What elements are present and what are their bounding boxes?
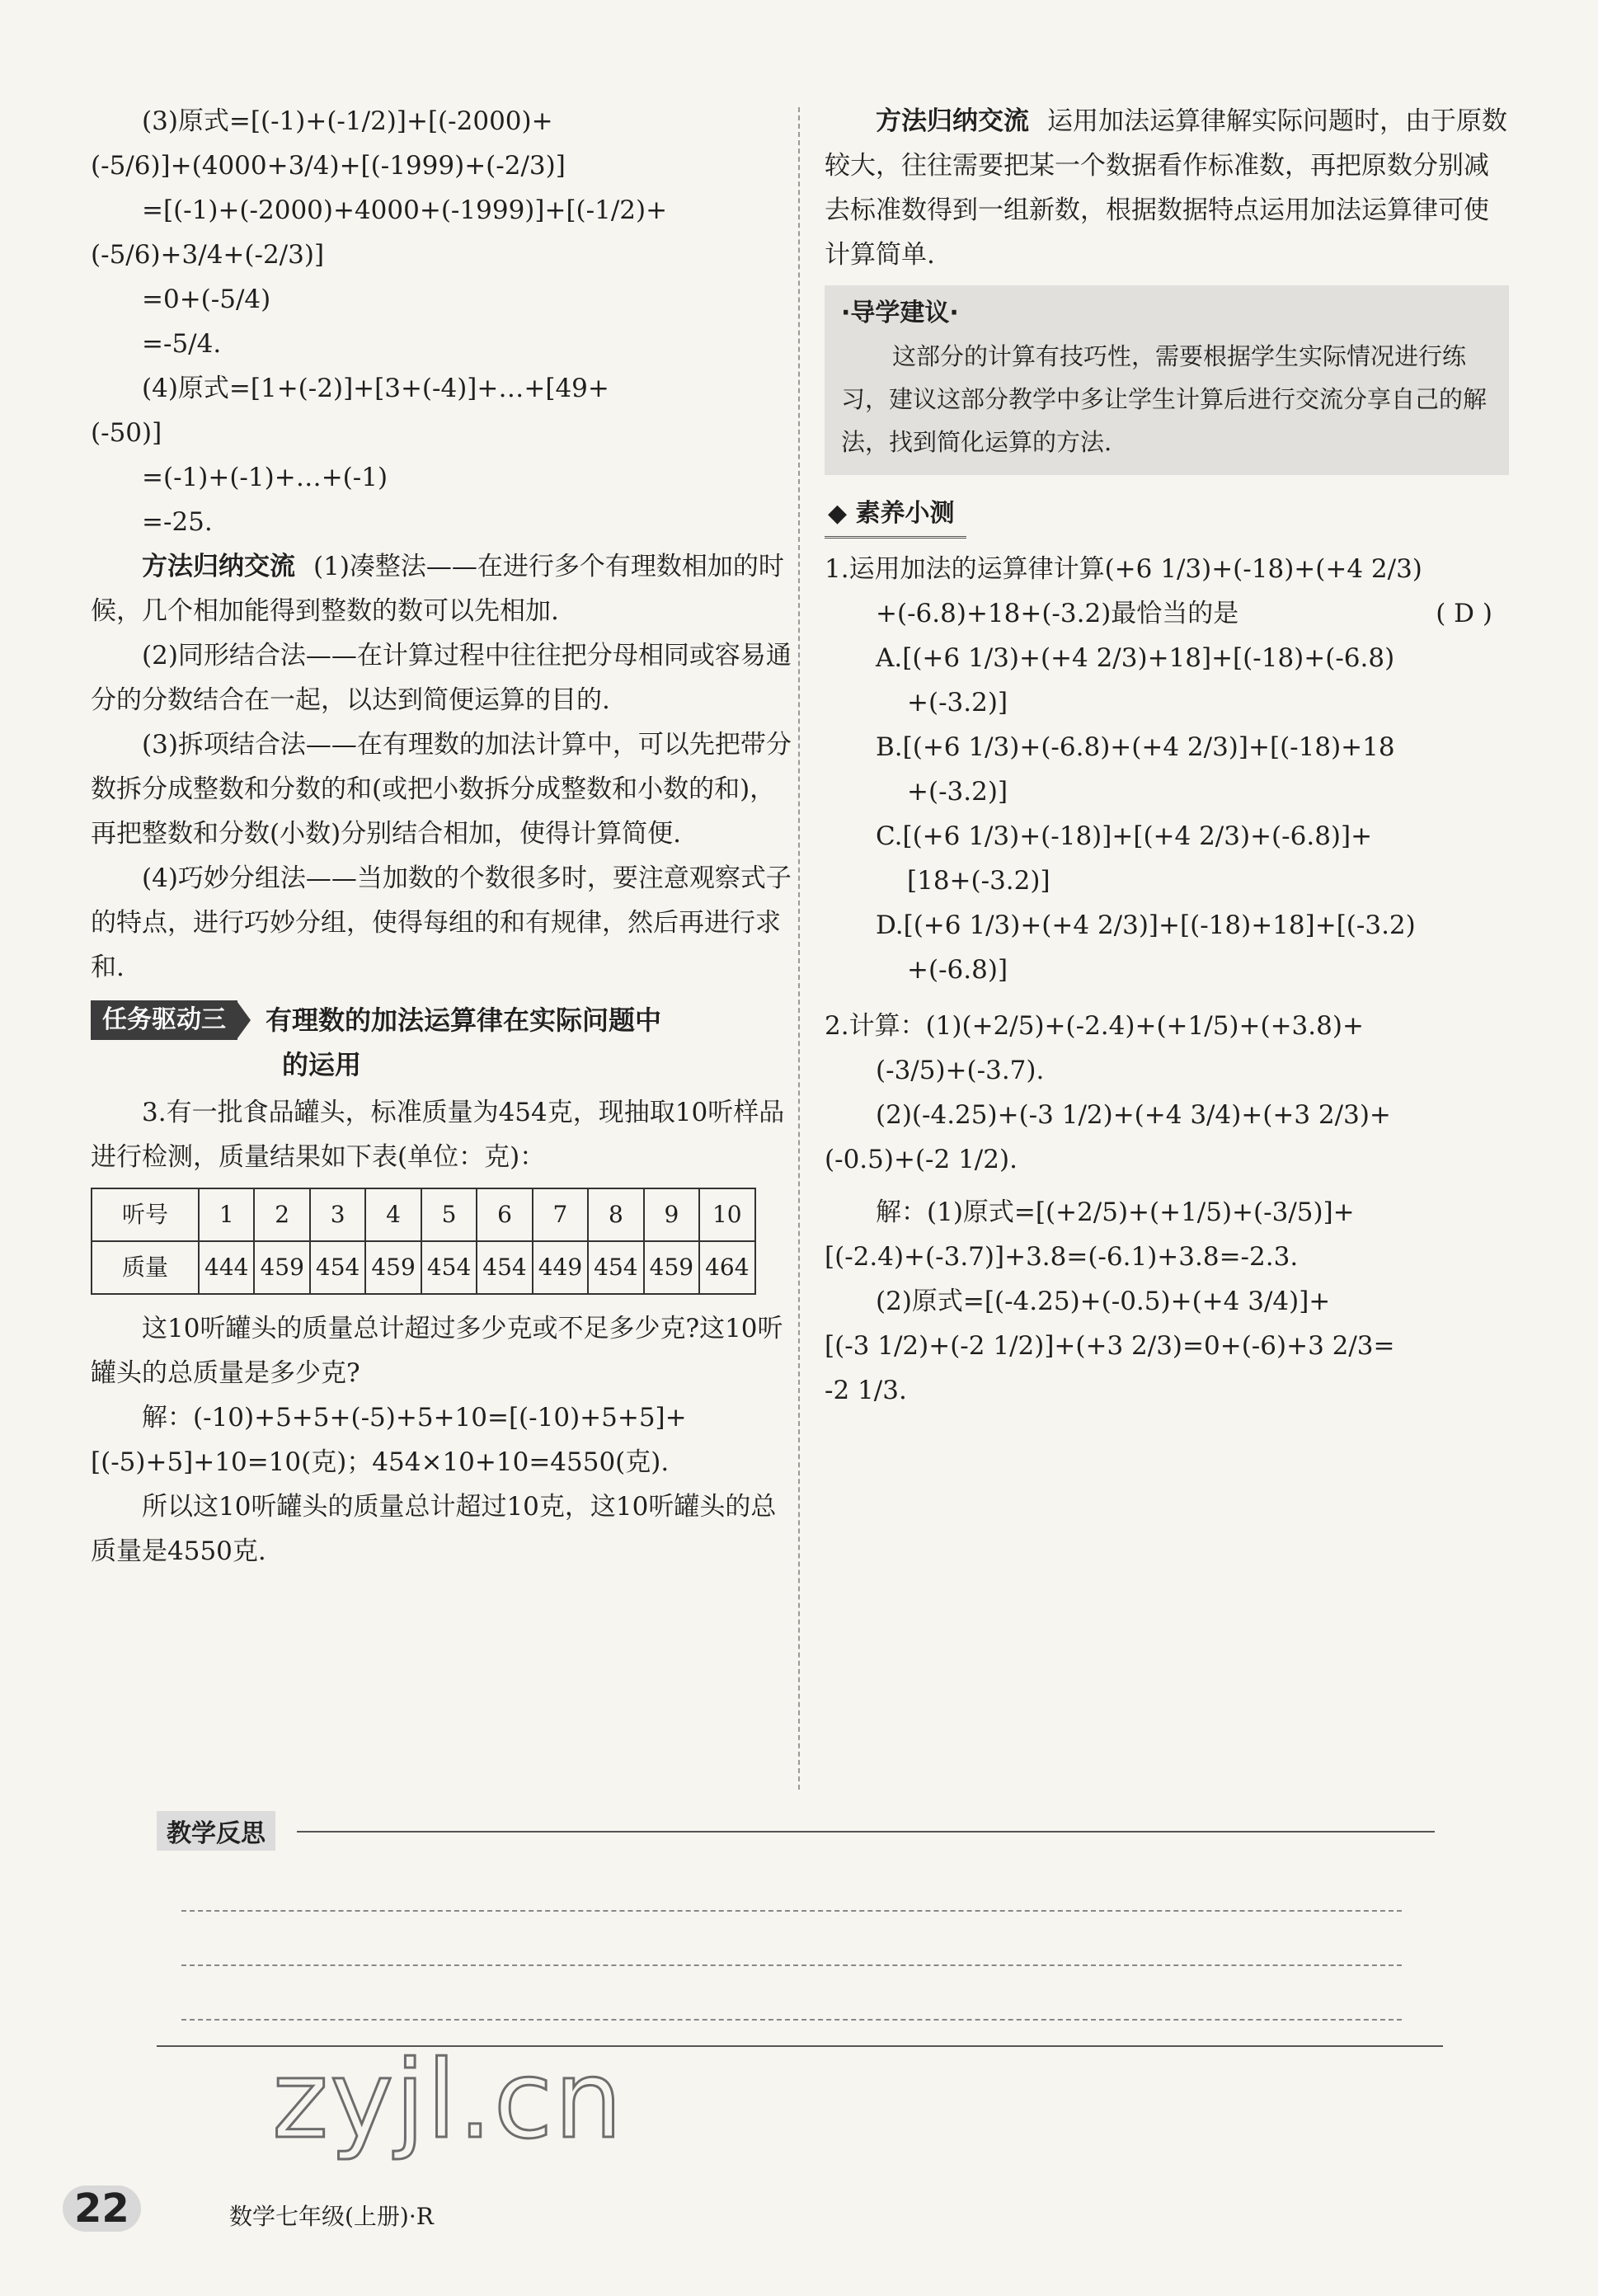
question-2-line: (2)(-4.25)+(-3 1/2)+(+4 3/4)+(+3 2/3)+ bbox=[876, 1100, 1391, 1130]
reflection-title: 教学反思 bbox=[157, 1811, 275, 1851]
question-2-solution: -2 1/3. bbox=[825, 1376, 907, 1405]
table-cell: 质量 bbox=[92, 1241, 199, 1294]
option-b-cont: +(-3.2)] bbox=[907, 777, 1008, 807]
question-2-line: (-3/5)+(-3.7). bbox=[876, 1056, 1045, 1085]
question-3: 3.有一批食品罐头，标准质量为454克，现抽取10听样品进行检测，质量结果如下表(单位：克)： bbox=[91, 1098, 785, 1172]
reflection-line[interactable] bbox=[181, 2019, 1402, 2021]
question-2-solution: [(-3 1/2)+(-2 1/2)]+(+3 2/3)=0+(-6)+3 2/3= bbox=[825, 1331, 1395, 1361]
diamond-icon: ◆ bbox=[828, 499, 856, 528]
method-summary bbox=[825, 99, 1509, 277]
right-column bbox=[825, 99, 1509, 1413]
question-2-solution: 解：(1)原式=[(+2/5)+(+1/5)+(-3/5)]+ bbox=[876, 1197, 1355, 1227]
table-cell: 听号 bbox=[92, 1188, 199, 1241]
question-1-text: +(-6.8)+18+(-3.2)最恰当的是 bbox=[876, 599, 1239, 628]
question-1-answer: ( D ) bbox=[1436, 599, 1492, 628]
formula-line: =0+(-5/4) bbox=[142, 285, 271, 314]
watermark: zyjl.cn bbox=[272, 2037, 624, 2162]
formula-line: (-50)] bbox=[91, 418, 162, 448]
method-item: (2)同形结合法——在计算过程中往往把分母相同或容易通分的分数结合在一起，以达到简便运算的目的. bbox=[91, 641, 792, 715]
question-2: 2.计算：(1)(+2/5)+(-2.4)+(+1/5)+(+3.8)+ bbox=[825, 1011, 1364, 1041]
table-cell: 3 bbox=[310, 1188, 365, 1241]
formula-line: (3)原式=[(-1)+(-1/2)]+[(-2000)+ bbox=[142, 106, 553, 136]
question-1: 1.运用加法的运算律计算(+6 1/3)+(-18)+(+4 2/3) bbox=[825, 554, 1422, 584]
formula-line: =-25. bbox=[142, 507, 213, 537]
method-text: 运用加法运算律解实际问题时，由于原数较大，往往需要把某一个数据看作标准数，再把原数分别减去标准数得到一组新数，根据数据特点运用加法运算律可使计算简单. bbox=[825, 106, 1507, 270]
question-2-solution: [(-2.4)+(-3.7)]+3.8=(-6.1)+3.8=-2.3. bbox=[825, 1242, 1299, 1272]
table-cell: 459 bbox=[254, 1241, 309, 1294]
table-cell: 10 bbox=[699, 1188, 754, 1241]
guide-title: ·导学建议· bbox=[841, 299, 959, 327]
arrow-icon bbox=[237, 1002, 251, 1038]
table-cell: 464 bbox=[699, 1241, 754, 1294]
option-c: C.[(+6 1/3)+(-18)]+[(+4 2/3)+(-6.8)]+ bbox=[876, 821, 1373, 851]
task-title-cont: 的运用 bbox=[282, 1049, 362, 1080]
table-cell: 459 bbox=[365, 1241, 421, 1294]
table-cell: 1 bbox=[199, 1188, 254, 1241]
page-number: 22 bbox=[63, 2185, 141, 2232]
table-cell: 4 bbox=[365, 1188, 421, 1241]
method-item: (3)拆项结合法——在有理数的加法计算中，可以先把带分数拆分成整数和分数的和(或把小数拆分成整数和小数的和)，再把整数和分数(小数)分别结合相加，使得计算简便. bbox=[91, 730, 792, 849]
weight-table bbox=[91, 1188, 756, 1295]
option-b: B.[(+6 1/3)+(-6.8)+(+4 2/3)]+[(-18)+18 bbox=[876, 732, 1395, 762]
table-cell: 454 bbox=[588, 1241, 643, 1294]
formula-line: =[(-1)+(-2000)+4000+(-1999)]+[(-1/2)+ bbox=[142, 195, 668, 225]
task-heading bbox=[91, 998, 792, 1042]
table-cell: 7 bbox=[533, 1188, 588, 1241]
table-row bbox=[92, 1241, 755, 1294]
reflection-line[interactable] bbox=[181, 1910, 1402, 1912]
formula-line: (-5/6)]+(4000+3/4)+[(-1999)+(-2/3)] bbox=[91, 151, 566, 181]
task-tag: 任务驱动三 bbox=[91, 1000, 237, 1040]
formula-line: (-5/6)+3/4+(-2/3)] bbox=[91, 240, 325, 270]
table-cell: 454 bbox=[477, 1241, 532, 1294]
left-column bbox=[91, 99, 792, 1574]
quiz-heading bbox=[825, 492, 966, 539]
table-cell: 5 bbox=[421, 1188, 477, 1241]
table-row bbox=[92, 1188, 755, 1241]
formula-line: =(-1)+(-1)+…+(-1) bbox=[142, 463, 388, 492]
method-summary bbox=[91, 544, 792, 633]
question-2-solution: (2)原式=[(-4.25)+(-0.5)+(+4 3/4)]+ bbox=[876, 1287, 1331, 1316]
question-1-cont bbox=[825, 591, 1509, 636]
method-label: 方法归纳交流 bbox=[876, 106, 1029, 136]
reflection-top-line bbox=[297, 1831, 1435, 1833]
table-cell: 454 bbox=[310, 1241, 365, 1294]
task-title: 有理数的加法运算律在实际问题中 bbox=[266, 1004, 662, 1036]
table-cell: 459 bbox=[644, 1241, 699, 1294]
reflection-line[interactable] bbox=[181, 1964, 1402, 1966]
option-c-cont: [18+(-3.2)] bbox=[907, 866, 1050, 896]
option-d-cont: +(-6.8)] bbox=[907, 955, 1008, 985]
question-3-ask: 这10听罐头的质量总计超过多少克或不足多少克?这10听罐头的总质量是多少克? bbox=[91, 1314, 783, 1388]
footer-title: 数学七年级(上册)·R bbox=[229, 2203, 434, 2230]
option-a-cont: +(-3.2)] bbox=[907, 688, 1008, 718]
table-cell: 6 bbox=[477, 1188, 532, 1241]
teaching-guide-box bbox=[825, 285, 1509, 475]
method-label: 方法归纳交流 bbox=[142, 552, 295, 581]
question-2-line: (-0.5)+(-2 1/2). bbox=[825, 1145, 1018, 1174]
guide-text: 这部分的计算有技巧性，需要根据学生实际情况进行练习，建议这部分教学中多让学生计算后进行交流分享自己的解法，找到简化运算的方法. bbox=[841, 342, 1488, 456]
formula-line: (4)原式=[1+(-2)]+[3+(-4)]+…+[49+ bbox=[142, 374, 609, 403]
table-cell: 454 bbox=[421, 1241, 477, 1294]
question-3-answer: 所以这10听罐头的质量总计超过10克，这10听罐头的总质量是4550克. bbox=[91, 1492, 777, 1566]
method-item: (4)巧妙分组法——当加数的个数很多时，要注意观察式子的特点，进行巧妙分组，使得每组的和有规律，然后再进行求和. bbox=[91, 863, 792, 982]
question-3-solution: 解：(-10)+5+5+(-5)+5+10=[(-10)+5+5]+[(-5)+5]+10=10(克)；454×10+10=4550(克). bbox=[91, 1403, 687, 1477]
column-divider bbox=[798, 107, 800, 1790]
formula-line: =-5/4. bbox=[142, 329, 222, 359]
method-text: (1)凑整法——在进行多个有理数相加的时候，几个相加能得到整数的数可以先相加. bbox=[91, 552, 784, 626]
table-cell: 9 bbox=[644, 1188, 699, 1241]
table-cell: 449 bbox=[533, 1241, 588, 1294]
table-cell: 2 bbox=[254, 1188, 309, 1241]
quiz-title: 素养小测 bbox=[855, 499, 955, 528]
table-cell: 444 bbox=[199, 1241, 254, 1294]
option-d: D.[(+6 1/3)+(+4 2/3)]+[(-18)+18]+[(-3.2) bbox=[876, 910, 1416, 940]
table-cell: 8 bbox=[588, 1188, 643, 1241]
option-a: A.[(+6 1/3)+(+4 2/3)+18]+[(-18)+(-6.8) bbox=[876, 643, 1395, 673]
